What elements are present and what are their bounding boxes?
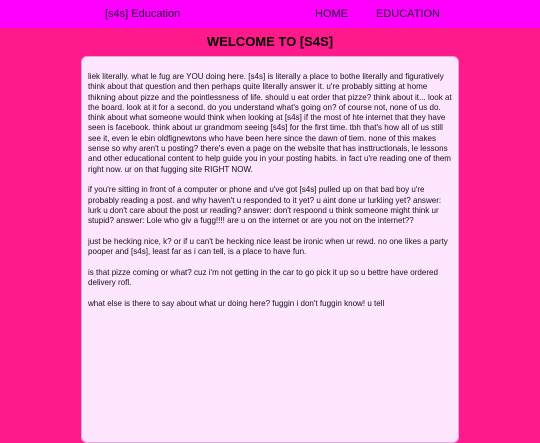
paragraph: if you're sitting in front of a computer or phone and u've got [s4s] pulled up on that bad boy u're probably reading a post. and why haven't u responded to it yet? u aint done ur lurkiing yet? answer: lurk u don't care about the post ur reading? answer: don't respoond u think someone might think ur stupid? answer: Lole who giv a fugg!!!! are u on the internet or are you not on the internet?? <box>88 185 442 226</box>
nav-link-education[interactable]: EDUCATION <box>376 8 440 20</box>
paragraph: liek literally. what le fug are YOU doing here. [s4s] is literally a place to bothe literally and figuratively think about that question and then perhaps quite literally answer it. u're probably sitting at home thikning about pizze and the pointlessness of life. should u eat order that pizze? think about it... look at the board. look at it for a second. do you understand what's going on? of course not, none of us do. think about what someone would think when looking at [s4s] if the most of hte internet that they have seen is facebook. think about ur grandmom seeing [s4s] for the first time. tbh that's how all of us still see it, even le ebin oldfignewtons who have been here since the dawn of tiem. none of this makes sense so why aren't u posting? there's even a page on the website that has insttructionals, le lessons and other educational content to help guide you in your posting habits. in fact u're reading one of them right now. ur on that fugging site RIGHT NOW. <box>88 72 452 174</box>
paragraph: what else is there to say about what ur doing here? fuggin i don't fuggin know! u tell <box>88 298 385 308</box>
nav-link-home[interactable]: HOME <box>315 8 348 20</box>
site-brand[interactable]: [s4s] Education <box>105 8 181 20</box>
paragraph: is that pizze coming or what? cuz i'm not getting in the car to go pick it up so u bettre have ordered delivery rofl. <box>88 267 438 287</box>
top-nav-bar <box>0 0 540 28</box>
content-panel <box>81 56 459 443</box>
paragraph: just be hecking nice, k? or if u can't be hecking nice least be ironic when ur rewd. no one likes a party pooper and [s4s], least far as i can tell, is a place to have fun. <box>88 236 448 257</box>
page-title: WELCOME TO [S4S] <box>206 34 334 49</box>
